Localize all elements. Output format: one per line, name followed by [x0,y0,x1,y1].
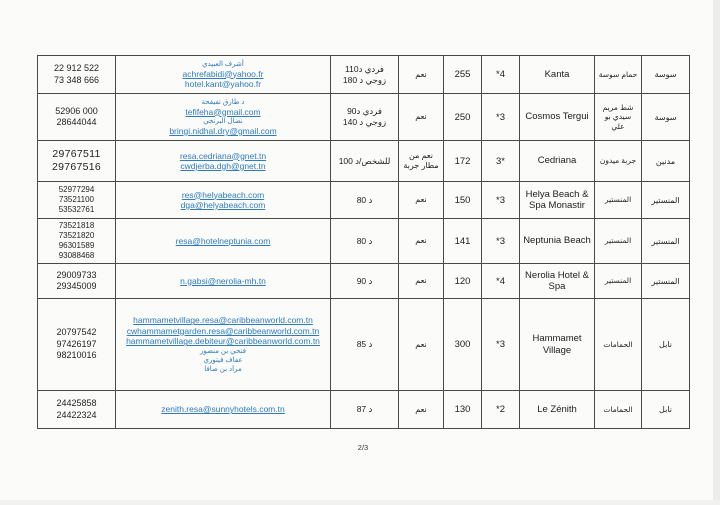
transport-line: نعم [415,276,427,285]
location-cell: الحمامات [595,391,642,429]
contact-name: نضال البرنجي [203,118,243,125]
contact-name: فتحي بن منصور [200,347,246,355]
hotel-name-cell: Le Zénith [520,391,595,429]
capacity-cell: 250 [444,94,482,141]
transport-cell [399,391,444,429]
capacity-cell: 120 [444,264,482,299]
hotel-name-cell: Nerolia Hotel & Spa [520,264,595,299]
price-line: 110د‎ فردي [345,63,384,74]
phone-number: 24425858 [56,398,97,408]
price-line: 90د‎ فردي [347,106,382,116]
price-line: د 87 [356,404,373,414]
table-row [38,141,690,182]
email-link[interactable]: zenith.resa@sunnyhotels.com.tn [161,404,285,415]
email-link[interactable]: cwdjerba.dgh@gnet.tn [180,161,266,171]
transport-line: نعم [415,112,427,121]
phone-number: 22 912 522 [53,63,100,73]
price-line: د 85 [356,339,373,349]
governorate-cell: نابل [642,391,690,429]
phones-cell [38,141,116,182]
governorate-cell: مدنين [642,141,690,182]
hotel-name-cell: Kanta [520,56,595,94]
location-cell: جربة ميدون [595,141,642,182]
hotel-name-cell: Helya Beach & Spa Monastir [520,182,595,219]
contact-name: أشرف العبيدي [202,60,244,68]
governorate-cell: سوسة [642,56,690,94]
phone-number: 29345009 [56,281,97,291]
price-line: د 80 [356,194,373,205]
transport-line: نعم [415,404,427,414]
price-cell [331,219,399,264]
phones-cell [38,94,116,141]
location-cell: شط مريم سيدي بو علي [595,94,642,141]
table-row [38,264,690,299]
location-cell: المنستير [595,264,642,299]
stars-cell: *3 [482,94,520,141]
contact-name: مراد بن صافا [204,365,242,373]
table-row [38,94,690,141]
stars-cell: *4 [482,56,520,94]
phone-number: 52977294 [58,185,95,194]
contact-cell [116,141,331,182]
capacity-cell: 150 [444,182,482,219]
transport-cell [399,94,444,141]
email-link[interactable]: achrefabidi@yahoo.fr [182,68,264,79]
price-line: د 80 [356,235,373,246]
phone-number: 29767516 [51,161,102,173]
stars-cell: 3* [482,141,520,182]
capacity-cell: 130 [444,391,482,429]
page-number: 2/3 [357,443,369,452]
contact-cell [116,56,331,94]
phone-number: 28644044 [56,117,97,127]
hotel-name-cell: Hammamet Village [520,299,595,391]
contact-cell [116,182,331,219]
price-line: د 90 [356,275,373,286]
scan-edge-shadow-bottom [0,500,720,505]
phone-number: 53532761 [58,205,95,214]
stars-cell: *2 [482,391,520,429]
price-line: 180 د‎ زوجي [342,74,387,85]
hotels-table [37,55,690,429]
location-cell: حمام سوسة [595,56,642,94]
email-link[interactable]: hammametvillage.debiteur@caribbeanworld.com.tn [126,336,320,347]
governorate-cell: سوسة [642,94,690,141]
phone-number: 96301589 [58,241,95,250]
email-link[interactable]: hotel.kant@yahoo.fr [184,79,262,89]
phone-number: 97426197 [56,338,97,349]
transport-cell [399,56,444,94]
phones-cell [38,391,116,429]
table-row [38,56,690,94]
governorate-cell: المنستير [642,219,690,264]
price-cell [331,299,399,391]
price-cell [331,182,399,219]
contact-cell [116,299,331,391]
email-link[interactable]: resa.cedriana@gnet.tn [179,150,267,161]
price-cell [331,391,399,429]
location-cell: المنستير [595,219,642,264]
contact-cell [116,264,331,299]
phones-cell [38,219,116,264]
email-link[interactable]: tefifeha@gmail.com [185,106,261,117]
price-cell [331,94,399,141]
price-cell [331,264,399,299]
phone-number: 98210016 [56,350,97,361]
email-link[interactable]: n.gabsi@nerolia-mh.tn [180,275,266,286]
phone-number: 73521820 [58,231,95,240]
hotel-name-cell: Neptunia Beach [520,219,595,264]
table-row [38,219,690,264]
governorate-cell: نابل [642,299,690,391]
email-link[interactable]: hammametvillage.resa@caribbeanworld.com.tn [133,315,313,326]
transport-cell [399,182,444,219]
phone-number: 20797542 [56,327,97,338]
contact-name: عفاف فيتوري [203,356,243,364]
price-line: 100 د‎/للشخص [338,155,391,166]
phone-number: 73 348 666 [53,74,100,85]
phone-number: 52906 000 [55,105,98,116]
phones-cell [38,264,116,299]
capacity-cell: 255 [444,56,482,94]
transport-line: نعم [415,195,427,204]
phone-number: 29767511 [52,148,101,160]
email-link[interactable]: resa@hotelneptunia.com [175,235,271,246]
scan-edge-shadow-right [713,0,720,505]
email-link[interactable]: cwhammametgarden.resa@caribbeanworld.com.tn [126,325,320,336]
phones-cell [38,182,116,219]
phone-number: 93088468 [58,251,95,260]
email-link[interactable]: dga@helyabeach.com [180,200,266,210]
contact-name: د طارق تفيفحة [201,98,245,106]
table-row [38,182,690,219]
price-cell [331,56,399,94]
stars-cell: *3 [482,219,520,264]
phones-cell [38,56,116,94]
location-cell: الحمامات [595,299,642,391]
phone-number: 29009733 [56,269,97,280]
capacity-cell: 141 [444,219,482,264]
transport-cell [399,141,444,182]
transport-line: مطار جربة [403,161,439,170]
contact-cell [116,391,331,429]
transport-cell [399,219,444,264]
price-line: 140 د‎ زوجي [342,117,387,127]
governorate-cell: المنستير [642,182,690,219]
transport-cell [399,299,444,391]
contact-cell [116,94,331,141]
email-link[interactable]: res@helyabeach.com [181,189,265,200]
phones-cell [38,299,116,391]
hotel-name-cell: Cosmos Tergui [520,94,595,141]
transport-cell [399,264,444,299]
transport-line: نعم من [408,151,433,160]
stars-cell: *3 [482,182,520,219]
transport-line: نعم [415,339,427,349]
stars-cell: *4 [482,264,520,299]
phone-number: 24422324 [56,409,97,420]
governorate-cell: المنستير [642,264,690,299]
transport-line: نعم [415,236,427,245]
capacity-cell: 172 [444,141,482,182]
table-row [38,391,690,429]
location-cell: المنستير [595,182,642,219]
email-link[interactable]: bringi.nidhal.dry@gmail.com [169,126,277,136]
phone-number: 73521100 [59,195,94,204]
price-cell [331,141,399,182]
contact-cell [116,219,331,264]
table-row [38,299,690,391]
hotel-name-cell: Cedriana [520,141,595,182]
transport-line: نعم [415,69,427,79]
phone-number: 73521818 [58,221,95,230]
stars-cell: *3 [482,299,520,391]
capacity-cell: 300 [444,299,482,391]
